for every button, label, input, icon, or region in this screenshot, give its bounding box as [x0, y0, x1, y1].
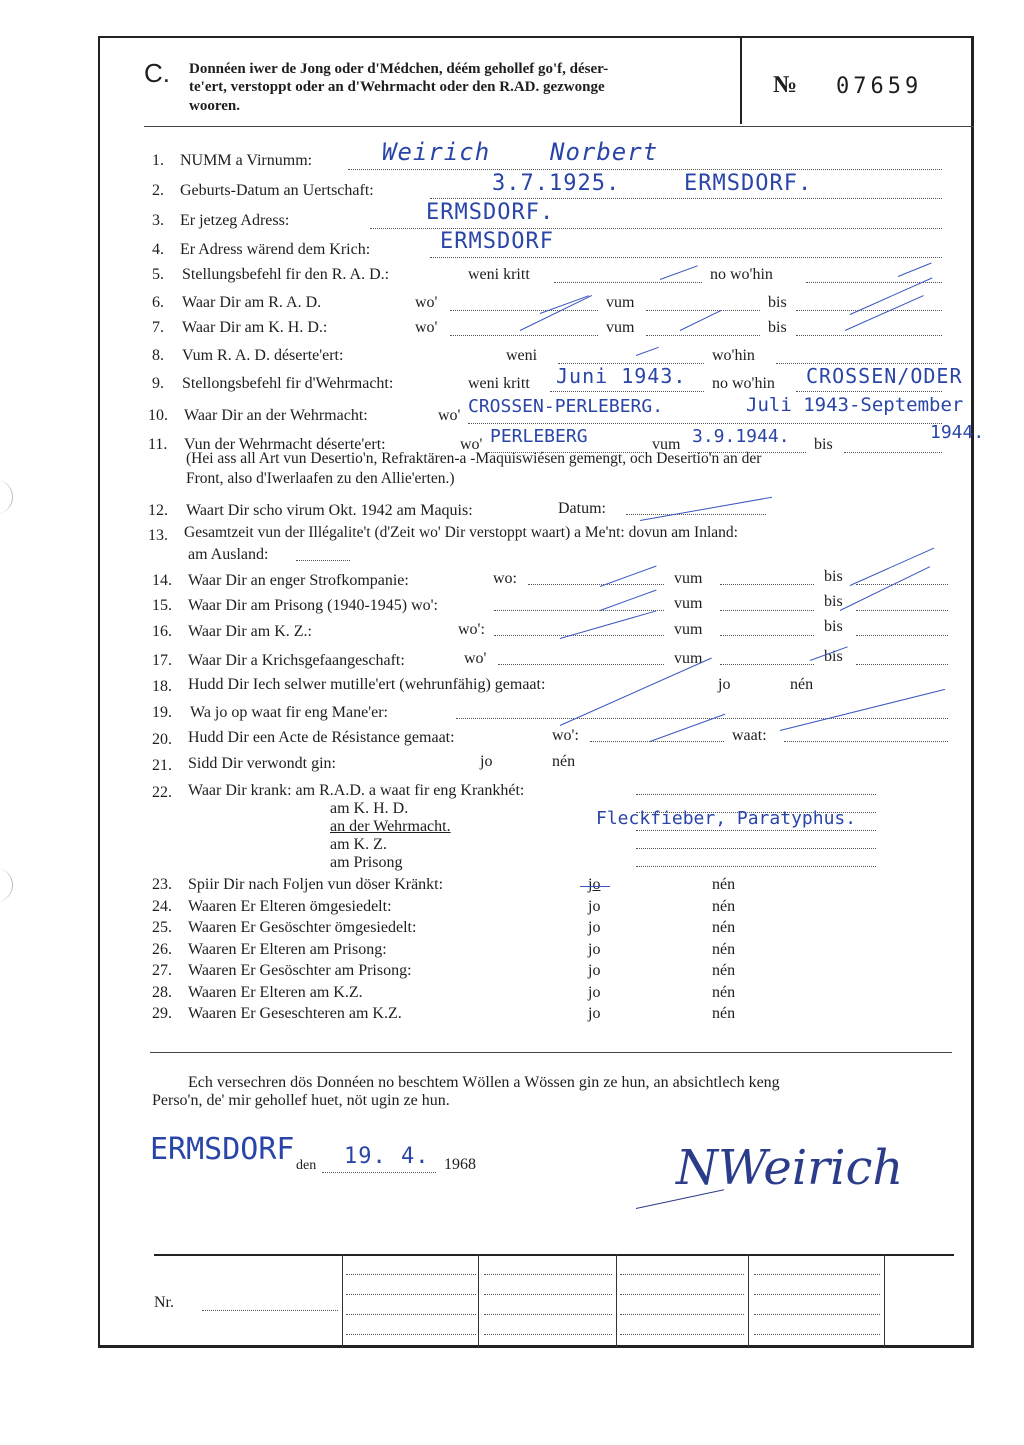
yes-no-question: Waaren Er Geseschteren am K.Z. — [188, 1005, 402, 1022]
footer-cell-field[interactable] — [484, 1274, 612, 1275]
to-label: bis — [824, 618, 843, 635]
row-number: 10. — [148, 407, 168, 424]
row-number: 26. — [152, 941, 172, 958]
questionnaire-form — [98, 36, 985, 1348]
signing-year: 1968 — [444, 1156, 476, 1173]
from-label: vum — [606, 319, 635, 336]
war-address-label: Er Adress wärend dem Krich: — [180, 241, 371, 258]
footer-cell-field[interactable] — [754, 1334, 880, 1335]
yes-option[interactable]: jo — [588, 962, 601, 979]
footer-cell-field[interactable] — [754, 1294, 880, 1295]
from-label: vum — [652, 436, 681, 453]
signing-place: ERMSDORF — [150, 1132, 295, 1167]
row-number: 4. — [152, 241, 164, 258]
row-number: 7. — [152, 319, 164, 336]
no-option[interactable]: nén — [712, 962, 736, 979]
declaration-rule — [150, 1052, 952, 1053]
row-number: 17. — [152, 652, 172, 669]
what-label: waat: — [732, 727, 767, 744]
footer-divider — [748, 1254, 749, 1348]
to-label: bis — [824, 568, 843, 585]
declaration-line-2: Perso'n, de' mir gehollef huet, nöt ugin ze hun. — [152, 1092, 450, 1109]
no-option[interactable]: nén — [712, 1005, 736, 1022]
yes-no-question: Waaren Er Elteren am Prisong: — [188, 941, 387, 958]
signing-date: 19. 4. — [344, 1144, 430, 1169]
row-number: 22. — [152, 784, 172, 801]
whereto-label: wo'hin — [712, 347, 755, 364]
khd-from-field[interactable] — [646, 335, 760, 336]
resistance-where-field[interactable] — [590, 741, 724, 742]
row-number: 12. — [148, 502, 168, 519]
kz-to-field[interactable] — [856, 635, 948, 636]
desertion-note-1: (Hei ass all Art vun Desertio'n, Refraktären-a -Maquiswiésen gemengt, och Desertio'n an der — [186, 450, 762, 467]
illegality-label: Gesamtzeit vun der Illégalite't (d'Zeit wo' Dir verstoppt waart) a Me'nt: dovun am Inland: — [184, 524, 738, 541]
no-option[interactable]: nén — [712, 941, 736, 958]
row-number: 9. — [152, 375, 164, 392]
desert-to-field[interactable] — [844, 452, 942, 453]
yes-option[interactable]: jo — [588, 898, 601, 915]
name-label: NUMM a Virnumm: — [180, 152, 313, 169]
row-number: 28. — [152, 984, 172, 1001]
wehrmacht-period-handwritten: Juli 1943-September — [746, 394, 964, 416]
header-divider — [740, 38, 742, 124]
footer-cell-field[interactable] — [754, 1274, 880, 1275]
rad-where-field[interactable] — [450, 310, 598, 311]
footer-cell-field[interactable] — [754, 1314, 880, 1315]
khd-to-field[interactable] — [796, 335, 942, 336]
pow-from-field[interactable] — [720, 664, 814, 665]
no-option[interactable]: nén — [712, 898, 736, 915]
sickness-wehrmacht-label: an der Wehrmacht. — [330, 818, 451, 835]
intro-line-1: Donnéen iwer de Jong oder d'Médchen, déém gehollef go'f, déser- — [189, 61, 609, 77]
yes-option[interactable]: jo — [588, 1005, 601, 1022]
row-number: 24. — [152, 898, 172, 915]
to-label: bis — [768, 294, 787, 311]
maquis-label: Waart Dir scho virum Okt. 1942 am Maquis: — [186, 502, 473, 519]
yes-no-question: Waaren Er Gesöschter ömgesiedelt: — [188, 919, 417, 936]
sickness-prison-label: am Prisong — [330, 854, 403, 871]
khd-where-field[interactable] — [450, 335, 598, 336]
prison-label: Waar Dir am Prisong (1940-1945) wo': — [188, 597, 438, 614]
row-number: 27. — [152, 962, 172, 979]
footer-nr-field[interactable] — [202, 1310, 338, 1311]
footer-divider — [478, 1254, 479, 1348]
whereto-label: no wo'hin — [712, 375, 775, 392]
intro-line-2: te'ert, verstoppt oder an d'Wehrmacht oder den R.AD. gezwonge — [189, 79, 605, 95]
row-number: 21. — [152, 757, 172, 774]
footer-cell-field[interactable] — [620, 1314, 744, 1315]
self-mutilation-label: Hudd Dir Iech selwer mutille'ert (wehrunfähig) gemaat: — [188, 676, 546, 693]
footer-cell-field[interactable] — [346, 1314, 476, 1315]
kz-from-field[interactable] — [720, 635, 814, 636]
yes-option[interactable]: jo — [588, 876, 601, 893]
footer-cell-field[interactable] — [484, 1334, 612, 1335]
row-number: 5. — [152, 266, 164, 283]
row-number: 8. — [152, 347, 164, 364]
yes-option[interactable]: jo — [588, 984, 601, 1001]
header-rule — [144, 126, 974, 127]
khd-label: Waar Dir am K. H. D.: — [182, 319, 328, 336]
resistance-label: Hudd Dir een Acte de Résistance gemaat: — [188, 729, 455, 746]
firstname-handwritten: Norbert — [550, 138, 659, 166]
signature: NWeirich — [676, 1140, 904, 1196]
prison-to-field[interactable] — [856, 610, 948, 611]
rad-desert-label: Vum R. A. D. déserte'ert: — [182, 347, 344, 364]
signing-date-field[interactable] — [322, 1172, 436, 1173]
prison-from-field[interactable] — [720, 610, 814, 611]
yes-no-question: Spiir Dir nach Foljen vun döser Kränkt: — [188, 876, 444, 893]
war-address-handwritten: ERMSDORF — [440, 229, 554, 254]
footer-cell-field[interactable] — [346, 1274, 476, 1275]
footer-cell-field[interactable] — [484, 1294, 612, 1295]
row-number: 29. — [152, 1005, 172, 1022]
when-label: weni kritt — [468, 375, 530, 392]
from-label: vum — [674, 621, 703, 638]
no-option[interactable]: nén — [712, 984, 736, 1001]
address-label: Er jetzeg Adress: — [180, 212, 290, 229]
pow-label: Waar Dir a Krichsgefaangeschaft: — [188, 652, 405, 669]
form-number: 07659 — [836, 74, 923, 99]
den-label: den — [296, 1158, 317, 1173]
name-field[interactable] — [348, 169, 942, 170]
yes-no-question: Waaren Er Elteren am K.Z. — [188, 984, 363, 1001]
punch-hole — [0, 868, 13, 902]
number-sign: № — [773, 72, 798, 98]
row-number: 3. — [152, 212, 164, 229]
yes-option[interactable]: jo — [480, 753, 493, 770]
wehrmacht-place-handwritten: CROSSEN-PERLEBERG. — [468, 396, 664, 417]
yes-option[interactable]: jo — [588, 919, 601, 936]
sickness-rad-field[interactable] — [636, 794, 876, 795]
when-label: weni — [506, 347, 538, 364]
yes-option[interactable]: jo — [588, 941, 601, 958]
maquis-date-field[interactable] — [626, 514, 766, 515]
rad-order-label: Stellungsbefehl fir den R. A. D.: — [182, 266, 390, 283]
birthplace-handwritten: ERMSDORF. — [684, 171, 813, 196]
punch-hole — [0, 480, 13, 514]
desert-date-handwritten: 3.9.1944. — [692, 426, 790, 447]
abroad-label: am Ausland: — [188, 546, 269, 563]
row-number: 11. — [148, 436, 168, 453]
when-label: weni kritt — [468, 266, 530, 283]
from-label: vum — [674, 650, 703, 667]
company-where-field[interactable] — [528, 584, 664, 585]
manner-field[interactable] — [456, 718, 948, 719]
yes-option[interactable]: jo — [718, 676, 731, 693]
footer-cell-field[interactable] — [346, 1294, 476, 1295]
where-label: wo: — [493, 570, 517, 587]
footer-cell-field[interactable] — [620, 1294, 744, 1295]
row-number: 13. — [148, 527, 168, 544]
row-number: 18. — [152, 678, 172, 695]
footer-divider — [616, 1254, 617, 1348]
wounded-label: Sidd Dir verwondt gin: — [188, 755, 336, 772]
sickness-prison-field[interactable] — [636, 866, 876, 867]
from-label: vum — [674, 570, 703, 587]
to-label: bis — [768, 319, 787, 336]
row-number: 14. — [152, 572, 172, 589]
where-label: wo': — [458, 621, 485, 638]
row-number: 15. — [152, 597, 172, 614]
pow-to-field[interactable] — [856, 664, 948, 665]
sickness-wehrmacht-field[interactable] — [636, 830, 876, 831]
where-label: wo': — [552, 727, 579, 744]
rad-order-when-field[interactable] — [554, 282, 702, 283]
where-label: wo' — [464, 650, 487, 667]
no-option[interactable]: nén — [712, 919, 736, 936]
row-number: 16. — [152, 623, 172, 640]
rad-to-field[interactable] — [796, 310, 942, 311]
wehrmacht-order-label: Stellongsbefehl fir d'Wehrmacht: — [182, 375, 394, 392]
birth-label: Geburts-Datum an Uertschaft: — [180, 182, 374, 199]
wehrmacht-label: Waar Dir an der Wehrmacht: — [184, 407, 368, 424]
to-label: bis — [824, 593, 843, 610]
desert-end-handwritten: 1944. — [930, 422, 985, 443]
row-number: 19. — [152, 704, 172, 721]
desertion-note-2: Front, also d'Iwerlaafen zu den Allie'erten.) — [186, 470, 455, 487]
wehrmacht-desert-label: Vun der Wehrmacht déserte'ert: — [184, 436, 386, 453]
row-number: 23. — [152, 876, 172, 893]
sickness-handwritten: Fleckfieber, Paratyphus. — [596, 808, 857, 829]
order-date-handwritten: Juni 1943. — [556, 364, 687, 388]
to-label: bis — [824, 648, 843, 665]
resistance-what-field[interactable] — [784, 741, 948, 742]
no-option[interactable]: nén — [790, 676, 814, 693]
pow-where-field[interactable] — [498, 664, 664, 665]
row-number: 25. — [152, 919, 172, 936]
whereto-label: no wo'hin — [710, 266, 773, 283]
footer-top-rule — [154, 1254, 954, 1256]
footer-divider — [884, 1254, 885, 1348]
no-option[interactable]: nén — [712, 876, 736, 893]
rad-label: Waar Dir am R. A. D. — [182, 294, 322, 311]
declaration-line-1: Ech versechren dös Donnéen no beschtem Wöllen a Wössen gin ze hun, an absichtlech keng — [188, 1074, 780, 1091]
punishment-company-label: Waar Dir an enger Strofkompanie: — [188, 572, 409, 589]
no-option[interactable]: nén — [552, 753, 576, 770]
sickness-kz-label: am K. Z. — [330, 836, 387, 853]
wehrmacht-where-field[interactable] — [468, 423, 942, 424]
where-label: wo' — [460, 436, 483, 453]
company-to-field[interactable] — [856, 584, 948, 585]
intro-line-3: wooren. — [189, 98, 240, 114]
yes-no-question: Waaren Er Gesöschter am Prisong: — [188, 962, 412, 979]
sickness-khd-label: am K. H. D. — [330, 800, 409, 817]
abroad-field[interactable] — [296, 560, 350, 561]
where-label: wo' — [438, 407, 461, 424]
to-label: bis — [814, 436, 833, 453]
footer-cell-field[interactable] — [346, 1334, 476, 1335]
where-label: wo' — [415, 319, 438, 336]
date-label: Datum: — [558, 500, 606, 517]
row-number: 6. — [152, 294, 164, 311]
from-label: vum — [674, 595, 703, 612]
surname-handwritten: Weirich — [382, 138, 491, 166]
order-place-handwritten: CROSSEN/ODER — [806, 364, 963, 388]
pen-stroke — [580, 886, 610, 887]
row-number: 20. — [152, 731, 172, 748]
row-number: 1. — [152, 152, 164, 169]
footer-cell-field[interactable] — [484, 1314, 612, 1315]
footer-cell-field[interactable] — [620, 1334, 744, 1335]
kz-label: Waar Dir am K. Z.: — [188, 623, 312, 640]
footer-cell-field[interactable] — [620, 1274, 744, 1275]
sickness-kz-field[interactable] — [636, 848, 876, 849]
from-label: vum — [606, 294, 635, 311]
company-from-field[interactable] — [720, 584, 814, 585]
row-number: 2. — [152, 182, 164, 199]
sickness-label: Waar Dir krank: am R.A.D. a waat fir eng Krankhét: — [188, 782, 525, 799]
rad-from-field[interactable] — [646, 310, 760, 311]
wehrmacht-order-where-field[interactable] — [796, 391, 942, 392]
address-handwritten: ERMSDORF. — [426, 200, 555, 225]
where-label: wo' — [415, 294, 438, 311]
desert-place-handwritten: PERLEBERG — [490, 426, 588, 447]
kz-where-field[interactable] — [494, 635, 664, 636]
wehrmacht-order-when-field[interactable] — [550, 391, 704, 392]
footer-divider — [342, 1254, 343, 1348]
yes-no-question: Waaren Er Elteren ömgesiedelt: — [188, 898, 392, 915]
manner-label: Wa jo op waat fir eng Mane'er: — [190, 704, 388, 721]
birthdate-handwritten: 3.7.1925. — [492, 171, 621, 196]
birth-field[interactable] — [430, 198, 942, 199]
section-letter: C. — [144, 58, 170, 88]
prison-where-field[interactable] — [494, 610, 664, 611]
footer-nr-label: Nr. — [154, 1294, 174, 1311]
war-address-field[interactable] — [430, 257, 942, 258]
